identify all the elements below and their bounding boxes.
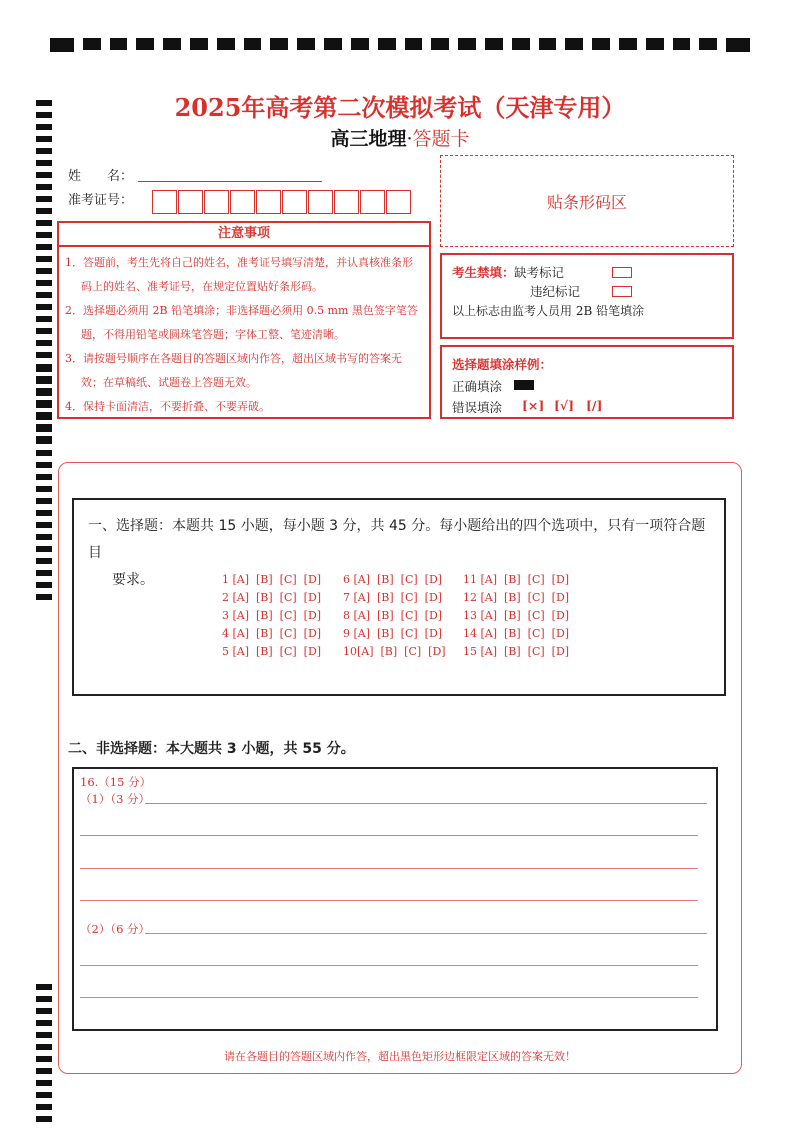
absent-mark-box[interactable]	[612, 267, 632, 278]
barcode-label: 贴条形码区	[546, 192, 627, 212]
choice-row[interactable]: 2 [A] [B] [C] [D]	[222, 591, 322, 604]
q16-part1-label: （1）（3 分）	[80, 792, 151, 806]
choice-row[interactable]: 11 [A] [B] [C] [D]	[463, 573, 570, 586]
answer-line[interactable]	[80, 965, 698, 966]
section1-line1: 一、选择题：本题共 15 小题，每小题 3 分，共 45 分。每小题给出的四个选项中，只有一项符合题目	[88, 518, 706, 561]
wrong-mark-cross: [×]	[522, 398, 545, 413]
correct-fill-label: 正确填涂	[452, 379, 503, 394]
choice-row[interactable]: 9 [A] [B] [C] [D]	[343, 627, 443, 640]
subtitle-subject: 高三地理	[330, 128, 407, 150]
exam-id-label: 准考证号：	[68, 193, 134, 208]
choice-row[interactable]: 4 [A] [B] [C] [D]	[222, 627, 322, 640]
answer-line[interactable]	[145, 803, 707, 804]
choice-row[interactable]: 13 [A] [B] [C] [D]	[463, 609, 570, 622]
wrong-mark-check: [√]	[554, 398, 575, 413]
choice-row[interactable]: 14 [A] [B] [C] [D]	[463, 627, 570, 640]
page-title: 2025年高考第二次模拟考试（天津专用）	[174, 93, 626, 122]
footer-warning: 请在各题目的答题区域内作答，超出黑色矩形边框限定区域的答案无效！	[224, 1050, 576, 1063]
notice-item: 1．答题前，考生先将自己的姓名，准考证号填写清楚，并认真核准条形码上的姓名、准考证号，在规定位置贴好条形码。	[65, 256, 413, 293]
correct-fill-mark	[514, 380, 534, 390]
choice-row[interactable]: 8 [A] [B] [C] [D]	[343, 609, 443, 622]
notice-box	[57, 221, 431, 419]
answer-line[interactable]	[145, 933, 707, 934]
page-subtitle	[0, 124, 800, 151]
choice-row[interactable]: 7 [A] [B] [C] [D]	[343, 591, 443, 604]
sample-label: 选择题填涂样例：	[452, 357, 553, 372]
q16-part2-label: （2）（6 分）	[80, 922, 151, 936]
left-timing-marks-middle	[36, 366, 52, 600]
choice-row[interactable]: 10[A] [B] [C] [D]	[343, 645, 446, 658]
exam-id-boxes[interactable]	[152, 190, 412, 214]
notice-item: 2．选择题必须用 2B 铅笔填涂；非选择题必须用 0.5 mm 黑色签字笔答题，不得用铅笔或圆珠笔答题；字体工整、笔迹清晰。	[65, 304, 418, 341]
choice-row[interactable]: 3 [A] [B] [C] [D]	[222, 609, 322, 622]
section1-line2: 要求。	[112, 572, 154, 588]
wrong-fill-label: 错误填涂	[452, 400, 503, 415]
name-label: 姓 名：	[68, 169, 134, 184]
forbid-note: 以上标志由监考人员用 2B 铅笔填涂	[452, 304, 645, 318]
fill-sample-box	[440, 345, 734, 419]
wrong-mark-slash: [/]	[586, 398, 603, 413]
name-field[interactable]	[138, 181, 322, 182]
answer-line[interactable]	[80, 900, 698, 901]
question16-answer-box[interactable]	[72, 767, 718, 1031]
absent-label: 缺考标记	[514, 265, 565, 280]
answer-line[interactable]	[80, 997, 698, 998]
notice-item: 3．请按题号顺序在各题目的答题区域内作答，超出区域书写的答案无效；在草稿纸、试题卷上答题无效。	[65, 352, 402, 389]
subtitle-dot: ·	[406, 128, 413, 150]
answer-line[interactable]	[80, 835, 698, 836]
violation-mark-box[interactable]	[612, 286, 632, 297]
candidate-forbid-box	[440, 253, 734, 339]
notice-heading: 注意事项	[59, 223, 429, 247]
forbid-label: 考生禁填：	[452, 265, 515, 280]
subtitle-answer-sheet: 答题卡	[412, 128, 470, 150]
choice-row[interactable]: 5 [A] [B] [C] [D]	[222, 645, 322, 658]
choice-row[interactable]: 12 [A] [B] [C] [D]	[463, 591, 570, 604]
top-timing-marks	[50, 38, 750, 52]
choice-row[interactable]: 6 [A] [B] [C] [D]	[343, 573, 443, 586]
violation-label: 违纪标记	[530, 284, 581, 299]
choice-row[interactable]: 1 [A] [B] [C] [D]	[222, 573, 322, 586]
answer-line[interactable]	[80, 868, 698, 869]
q16-label: 16.（15 分）	[80, 775, 152, 789]
choice-row[interactable]: 15 [A] [B] [C] [D]	[463, 645, 570, 658]
section2-heading: 二、非选择题：本大题共 3 小题，共 55 分。	[68, 741, 355, 757]
notice-item: 4．保持卡面清洁，不要折叠、不要弄破。	[65, 400, 270, 413]
barcode-area	[440, 155, 734, 247]
